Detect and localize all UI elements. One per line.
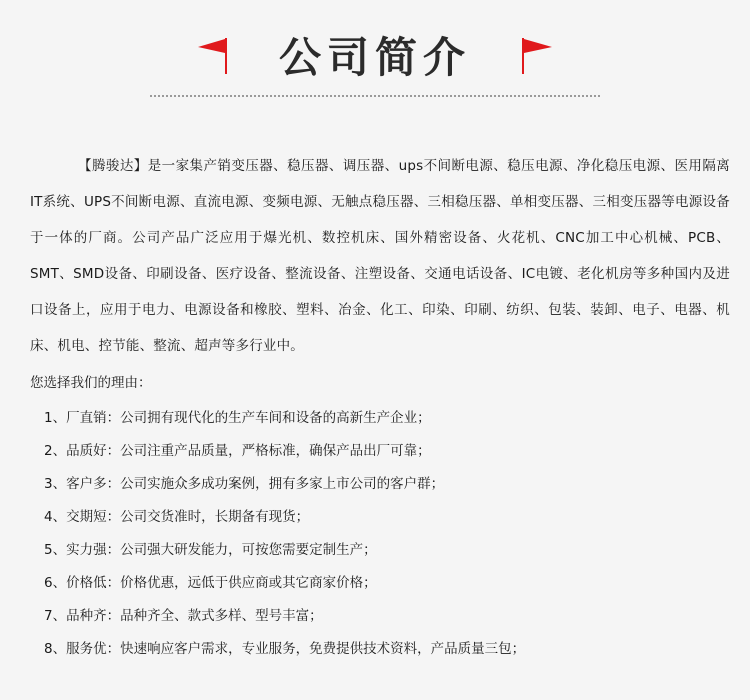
reasons-list [30,402,730,666]
reasons-heading: 您选择我们的理由： [30,375,152,391]
header [0,0,750,100]
reason-item: 8、服务优：快速响应客户需求，专业服务，免费提供技术资料，产品质量三包； [44,641,526,657]
company-profile [30,148,730,666]
flag-icon [518,36,554,76]
title-divider [150,95,600,97]
reason-item: 3、客户多：公司实施众多成功案例，拥有多家上市公司的客户群； [44,476,445,492]
reason-item: 5、实力强：公司强大研发能力，可按您需要定制生产； [44,542,377,558]
page-title: 公司简介 [278,33,471,82]
reason-item: 2、品质好：公司注重产品质量，严格标准，确保产品出厂可靠； [44,443,431,459]
reason-item: 4、交期短：公司交货准时，长期备有现货； [44,509,310,525]
reason-item: 6、价格低：价格优惠，远低于供应商或其它商家价格； [44,575,377,591]
intro-paragraph: 【腾骏达】是一家集产销变压器、稳压器、调压器、ups不间断电源、稳压电源、净化稳压电源、医用隔离IT系统、UPS不间断电源、直流电源、变频电源、无触点稳压器、三相稳压器、单相变压器、三相变压器等电源设备于一体的厂商。公司产品广泛应用于爆光机、数控机床、国外精密设备、火花机、CNC加工中心机械、PCB、SMT、SMD设备、印刷设备、医疗设备、整流设备、注塑设备、交通电话设备、IC电镀、老化机房等多种国内及进口设备上，应用于电力、电源设备和橡胶、塑料、冶金、化工、印染、印刷、纺织、包装、装卸、电子、电器、机床、机电、控节能、整流、超声等多行业中。 [30,158,730,354]
reason-item: 7、品种齐：品种齐全、款式多样、型号丰富； [44,608,323,624]
reason-item: 1、厂直销：公司拥有现代化的生产车间和设备的高新生产企业； [44,410,431,426]
